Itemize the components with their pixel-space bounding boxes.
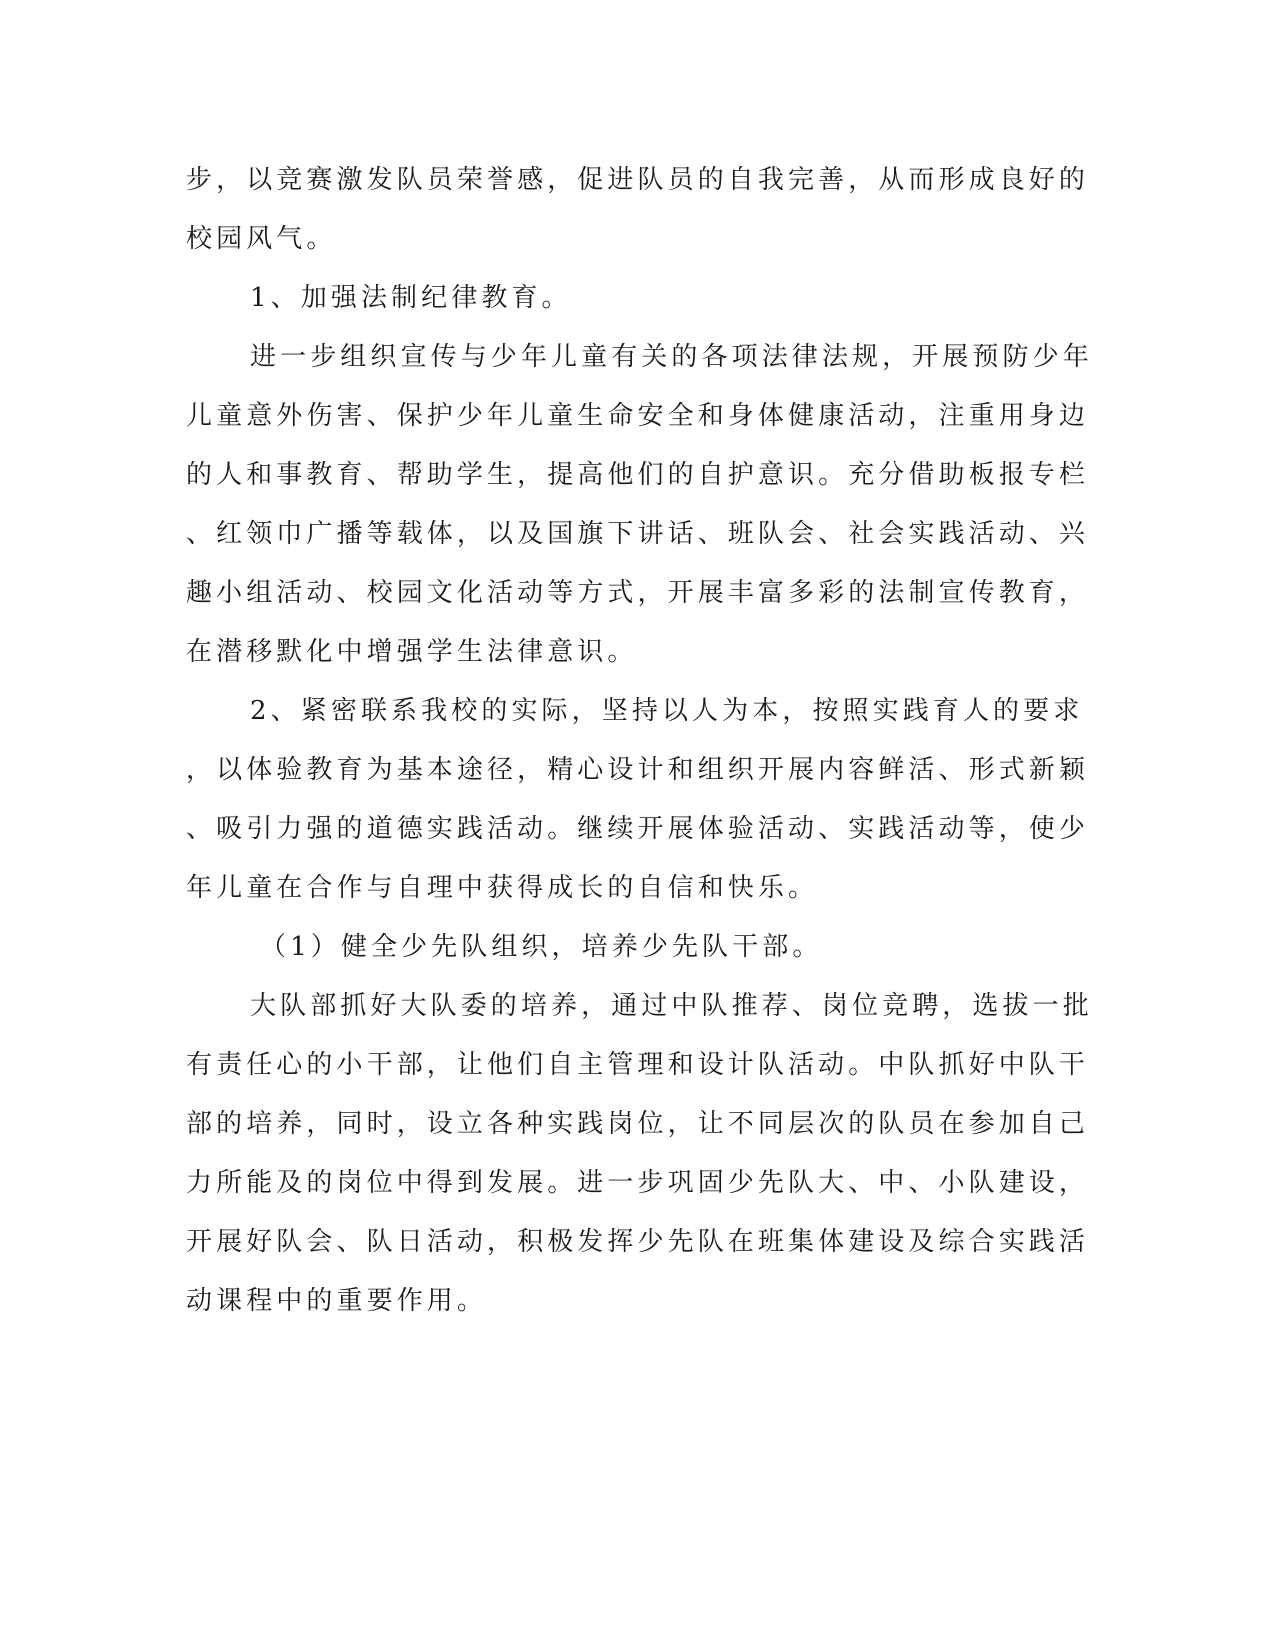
text-line: 在潜移默化中增强学生法律意识。	[186, 637, 638, 667]
text-line: 趣小组活动、校园文化活动等方式，开展丰富多彩的法制宣传教育，	[186, 578, 1090, 608]
text-line: 开展好队会、队日活动，积极发挥少先队在班集体建设及综合实践活	[186, 1227, 1090, 1257]
text-line: 儿童意外伤害、保护少年儿童生命安全和身体健康活动，注重用身边	[186, 401, 1090, 431]
section-heading-1: 1、加强法制纪律教育。	[250, 283, 572, 313]
document-body	[186, 151, 1093, 1331]
text-line: 动课程中的重要作用。	[186, 1286, 488, 1316]
text-line: 的人和事教育、帮助学生，提高他们的自护意识。充分借助板报专栏	[186, 460, 1090, 490]
section-heading-2: 2、紧密联系我校的实际，坚持以人为本，按照实践育人的要求	[250, 696, 1084, 726]
subsection-heading: （1）健全少先队组织，培养少先队干部。	[260, 932, 823, 962]
text-line: 年儿童在合作与自理中获得成长的自信和快乐。	[186, 873, 819, 903]
text-line: ，以体验教育为基本途径，精心设计和组织开展内容鲜活、形式新颖	[186, 755, 1090, 785]
text-line: 校园风气。	[186, 224, 337, 254]
text-line: 有责任心的小干部，让他们自主管理和设计队活动。中队抓好中队干	[186, 1050, 1090, 1080]
paragraph-start: 进一步组织宣传与少年儿童有关的各项法律法规，开展预防少年	[250, 342, 1093, 372]
paragraph-start: 大队部抓好大队委的培养，通过中队推荐、岗位竞聘，选拔一批	[250, 991, 1093, 1021]
text-line: 、吸引力强的道德实践活动。继续开展体验活动、实践活动等，使少	[186, 814, 1090, 844]
text-line: 部的培养，同时，设立各种实践岗位，让不同层次的队员在参加自己	[186, 1109, 1090, 1139]
text-line: 、红领巾广播等载体，以及国旗下讲话、班队会、社会实践活动、兴	[186, 519, 1090, 549]
text-line: 力所能及的岗位中得到发展。进一步巩固少先队大、中、小队建设，	[186, 1168, 1090, 1198]
text-line: 步，以竞赛激发队员荣誉感，促进队员的自我完善，从而形成良好的	[186, 165, 1090, 195]
